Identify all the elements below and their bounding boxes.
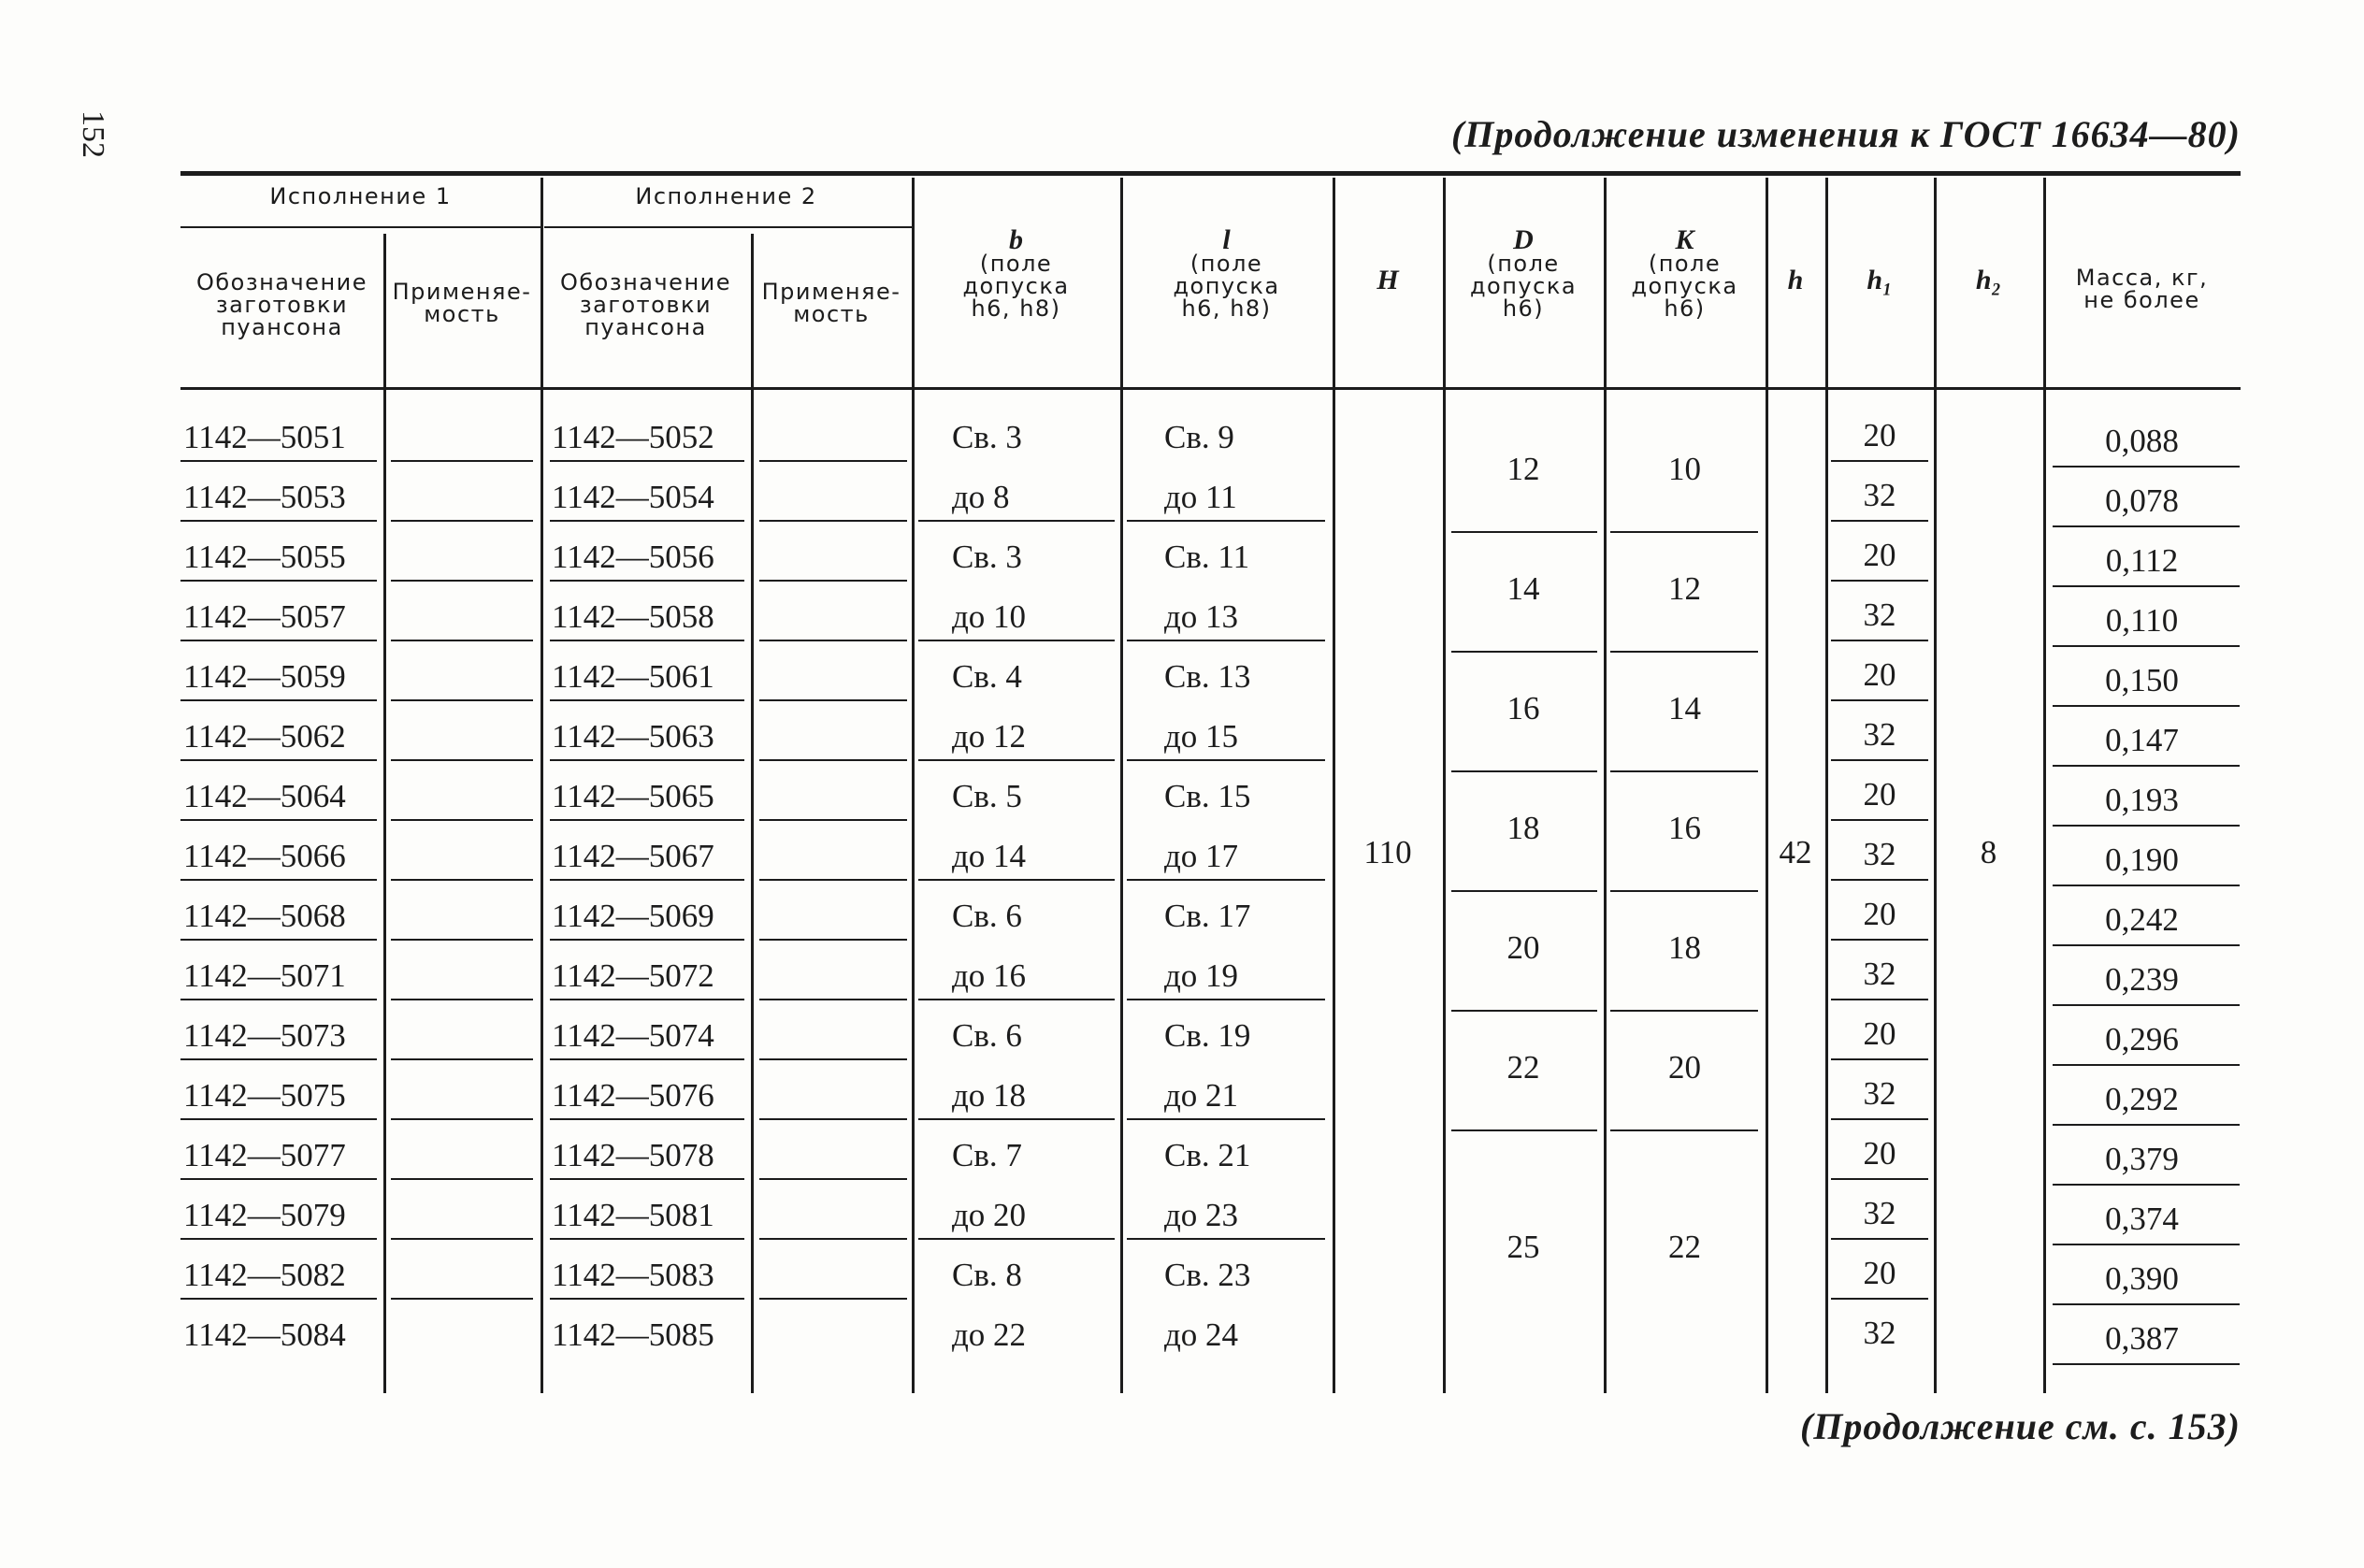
pair-underline — [1127, 1238, 1325, 1240]
col-header-K-line: (поле — [1648, 251, 1722, 277]
row-underline — [180, 640, 377, 641]
group-underline — [1610, 890, 1758, 892]
col-header-applicability1 — [383, 281, 541, 325]
col-header-designation1-line: пуансона — [221, 314, 343, 340]
b-cell: Св. 5 — [952, 778, 1022, 814]
K-cell: 12 — [1668, 570, 1701, 607]
column-divider — [541, 178, 543, 1393]
row-underline — [391, 640, 533, 641]
row-underline — [391, 999, 533, 1000]
row-underline — [759, 1238, 907, 1240]
row-underline — [550, 939, 744, 941]
row-underline — [2053, 585, 2240, 587]
D-cell: 20 — [1506, 929, 1540, 966]
row-underline — [759, 1178, 907, 1180]
designation1-cell: 1142—5062 — [183, 718, 346, 755]
row-underline — [391, 939, 533, 941]
row-underline — [1831, 640, 1928, 641]
h1-cell: 20 — [1863, 1015, 1896, 1052]
b-cell: Св. 6 — [952, 898, 1022, 934]
col-header-K — [1604, 224, 1766, 322]
b-cell: до 12 — [952, 718, 1027, 755]
designation1-cell: 1142—5071 — [183, 957, 346, 994]
b-cell: Св. 7 — [952, 1137, 1022, 1173]
designation1-cell: 1142—5066 — [183, 838, 346, 874]
row-underline — [1831, 1178, 1928, 1180]
designation2-cell: 1142—5052 — [552, 419, 714, 455]
row-underline — [1831, 580, 1928, 582]
row-underline — [180, 460, 377, 462]
column-divider — [1766, 178, 1768, 1393]
col-header-applicability2-line: мость — [793, 301, 870, 327]
b-cell: до 8 — [952, 479, 1010, 515]
l-cell: до 17 — [1164, 838, 1239, 874]
pair-underline — [1127, 1118, 1325, 1120]
mass-cell: 0,112 — [2105, 542, 2179, 579]
h1-cell: 32 — [1863, 1315, 1896, 1351]
row-underline — [1831, 1118, 1928, 1120]
designation2-cell: 1142—5056 — [552, 539, 714, 575]
h1-cell: 20 — [1863, 1255, 1896, 1291]
col-header-designation1-line: заготовки — [215, 292, 349, 318]
mass-cell: 0,292 — [2105, 1081, 2179, 1117]
designation2-cell: 1142—5078 — [552, 1137, 714, 1173]
l-cell: до 21 — [1164, 1077, 1239, 1114]
h1-cell: 32 — [1863, 716, 1896, 753]
row-underline — [550, 640, 744, 641]
row-underline — [2053, 1124, 2240, 1126]
row-underline — [550, 580, 744, 582]
row-underline — [550, 699, 744, 701]
page-number: 152 — [76, 110, 110, 158]
l-cell: Св. 15 — [1164, 778, 1251, 814]
col-header-applicability1-line: Применяе- — [392, 279, 532, 305]
l-cell: Св. 13 — [1164, 658, 1251, 695]
row-underline — [759, 640, 907, 641]
b-cell: Св. 6 — [952, 1017, 1022, 1054]
col-header-mass-line: не более — [2083, 287, 2200, 313]
D-cell: 12 — [1506, 451, 1540, 487]
K-cell: 10 — [1668, 451, 1701, 487]
row-underline — [759, 1058, 907, 1060]
row-underline — [1831, 699, 1928, 701]
row-underline — [759, 460, 907, 462]
row-underline — [550, 1118, 744, 1120]
row-underline — [180, 580, 377, 582]
row-underline — [391, 580, 533, 582]
col-header-D — [1443, 224, 1604, 322]
col-header-applicability1-line: мость — [424, 301, 500, 327]
row-underline — [2053, 525, 2240, 527]
col-header-l-line: (поле — [1189, 251, 1263, 277]
designation1-cell: 1142—5055 — [183, 539, 346, 575]
l-cell: Св. 9 — [1164, 419, 1234, 455]
col-header-designation2-line: заготовки — [579, 292, 713, 318]
designation2-cell: 1142—5083 — [552, 1257, 714, 1293]
column-divider — [1120, 178, 1123, 1393]
row-underline — [391, 1178, 533, 1180]
designation2-cell: 1142—5061 — [552, 658, 714, 695]
row-underline — [550, 1058, 744, 1060]
col-header-H-line: H — [1377, 265, 1399, 295]
h1-cell: 20 — [1863, 417, 1896, 453]
group-underline — [1610, 770, 1758, 772]
group-underline — [1451, 890, 1597, 892]
group-underline — [1610, 531, 1758, 533]
row-underline — [759, 1118, 907, 1120]
row-underline — [391, 879, 533, 881]
pair-underline — [918, 999, 1115, 1000]
designation2-cell: 1142—5063 — [552, 718, 714, 755]
row-underline — [759, 879, 907, 881]
designation2-cell: 1142—5074 — [552, 1017, 714, 1054]
row-underline — [2053, 885, 2240, 886]
designation2-cell: 1142—5065 — [552, 778, 714, 814]
row-underline — [550, 819, 744, 821]
col-header-designation2 — [541, 271, 751, 338]
row-underline — [391, 1118, 533, 1120]
row-underline — [1831, 1298, 1928, 1300]
K-cell: 22 — [1668, 1229, 1701, 1265]
row-underline — [550, 1298, 744, 1300]
designation2-cell: 1142—5067 — [552, 838, 714, 874]
b-cell: Св. 4 — [952, 658, 1022, 695]
row-underline — [391, 1058, 533, 1060]
mass-cell: 0,190 — [2105, 842, 2179, 878]
row-underline — [2053, 825, 2240, 827]
group-underline — [180, 226, 541, 228]
pair-underline — [1127, 879, 1325, 881]
row-underline — [391, 1238, 533, 1240]
designation2-cell: 1142—5076 — [552, 1077, 714, 1114]
column-divider — [751, 234, 754, 1393]
row-underline — [180, 999, 377, 1000]
row-underline — [2053, 1064, 2240, 1066]
row-underline — [1831, 1058, 1928, 1060]
col-header-D-line: D — [1513, 224, 1534, 255]
column-divider — [1604, 178, 1607, 1393]
b-cell: до 20 — [952, 1197, 1027, 1233]
h1-cell: 20 — [1863, 656, 1896, 693]
row-underline — [2053, 1184, 2240, 1186]
row-underline — [180, 520, 377, 522]
row-underline — [2053, 1303, 2240, 1305]
row-underline — [391, 759, 533, 761]
K-cell: 14 — [1668, 690, 1701, 726]
col-header-K-line: допуска — [1631, 273, 1738, 299]
l-cell: до 11 — [1164, 479, 1237, 515]
header-bottom-rule — [180, 387, 2241, 390]
h2-cell: 8 — [1980, 834, 1997, 870]
col-header-l-line: l — [1222, 224, 1231, 255]
designation1-cell: 1142—5082 — [183, 1257, 346, 1293]
designation2-cell: 1142—5085 — [552, 1316, 714, 1353]
b-cell: до 22 — [952, 1316, 1027, 1353]
col-header-h — [1766, 265, 1825, 295]
pair-underline — [1127, 759, 1325, 761]
pair-underline — [1127, 999, 1325, 1000]
column-divider — [1934, 178, 1937, 1393]
row-underline — [2053, 1244, 2240, 1245]
b-cell: до 18 — [952, 1077, 1027, 1114]
col-header-mass — [2043, 266, 2241, 311]
h-cell: 42 — [1779, 834, 1812, 870]
group-header-ispolnenie2: Исполнение 2 — [635, 183, 817, 209]
mass-cell: 0,110 — [2105, 602, 2179, 639]
column-divider — [1443, 178, 1446, 1393]
group-underline — [1451, 770, 1597, 772]
row-underline — [550, 879, 744, 881]
column-divider — [1333, 178, 1335, 1393]
col-header-mass-line: Масса, кг, — [2075, 265, 2209, 291]
group-underline — [1610, 1010, 1758, 1012]
designation1-cell: 1142—5079 — [183, 1197, 346, 1233]
h1-cell: 32 — [1863, 1195, 1896, 1231]
designation1-cell: 1142—5057 — [183, 598, 346, 635]
row-underline — [1831, 939, 1928, 941]
designation1-cell: 1142—5068 — [183, 898, 346, 934]
row-underline — [759, 699, 907, 701]
col-header-h2-line: h₂ — [1975, 265, 2002, 295]
row-underline — [391, 1298, 533, 1300]
column-divider — [383, 234, 386, 1393]
mass-cell: 0,147 — [2105, 722, 2179, 758]
mass-cell: 0,078 — [2105, 482, 2179, 519]
row-underline — [391, 699, 533, 701]
row-underline — [550, 1178, 744, 1180]
row-underline — [550, 759, 744, 761]
b-cell: до 10 — [952, 598, 1027, 635]
row-underline — [759, 580, 907, 582]
col-header-b-line: h6, h8) — [971, 295, 1061, 322]
mass-cell: 0,387 — [2105, 1320, 2179, 1357]
row-underline — [180, 819, 377, 821]
header-title: (Продолжение изменения к ГОСТ 16634—80) — [1450, 113, 2241, 155]
h1-cell: 32 — [1863, 1075, 1896, 1112]
top-rule — [180, 171, 2241, 176]
l-cell: до 23 — [1164, 1197, 1239, 1233]
group-underline — [1610, 1129, 1758, 1131]
h1-cell: 32 — [1863, 836, 1896, 872]
pair-underline — [1127, 640, 1325, 641]
designation2-cell: 1142—5054 — [552, 479, 714, 515]
row-underline — [180, 879, 377, 881]
pair-underline — [918, 1238, 1115, 1240]
row-underline — [180, 1178, 377, 1180]
l-cell: Св. 23 — [1164, 1257, 1251, 1293]
group-underline — [1610, 651, 1758, 653]
col-header-designation2-line: Обозначение — [559, 269, 732, 295]
row-underline — [550, 520, 744, 522]
b-cell: до 14 — [952, 838, 1027, 874]
D-cell: 14 — [1506, 570, 1540, 607]
designation2-cell: 1142—5058 — [552, 598, 714, 635]
col-header-designation1 — [180, 271, 383, 338]
row-underline — [1831, 999, 1928, 1000]
b-cell: Св. 3 — [952, 419, 1022, 455]
D-cell: 25 — [1506, 1229, 1540, 1265]
l-cell: Св. 11 — [1164, 539, 1250, 575]
row-underline — [550, 1238, 744, 1240]
designation1-cell: 1142—5073 — [183, 1017, 346, 1054]
designation1-cell: 1142—5075 — [183, 1077, 346, 1114]
designation2-cell: 1142—5069 — [552, 898, 714, 934]
col-header-h1 — [1825, 265, 1934, 295]
b-cell: до 16 — [952, 957, 1027, 994]
b-cell: Св. 3 — [952, 539, 1022, 575]
row-underline — [2053, 645, 2240, 647]
K-cell: 20 — [1668, 1049, 1701, 1086]
row-underline — [2053, 1363, 2240, 1365]
row-underline — [1831, 1238, 1928, 1240]
h1-cell: 20 — [1863, 776, 1896, 813]
mass-cell: 0,150 — [2105, 662, 2179, 698]
col-header-l — [1120, 224, 1333, 322]
mass-cell: 0,088 — [2105, 423, 2179, 459]
row-underline — [759, 520, 907, 522]
h1-cell: 20 — [1863, 537, 1896, 573]
row-underline — [391, 520, 533, 522]
pair-underline — [1127, 520, 1325, 522]
pair-underline — [918, 640, 1115, 641]
col-header-b-line: b — [1009, 224, 1023, 255]
designation1-cell: 1142—5059 — [183, 658, 346, 695]
h1-cell: 32 — [1863, 597, 1896, 633]
D-cell: 18 — [1506, 810, 1540, 846]
row-underline — [1831, 460, 1928, 462]
column-divider — [912, 178, 915, 1393]
l-cell: до 13 — [1164, 598, 1239, 635]
row-underline — [550, 999, 744, 1000]
row-underline — [180, 759, 377, 761]
group-header-ispolnenie1: Исполнение 1 — [269, 183, 452, 209]
col-header-b-line: (поле — [979, 251, 1053, 277]
row-underline — [2053, 466, 2240, 468]
pair-underline — [918, 759, 1115, 761]
row-underline — [391, 819, 533, 821]
col-header-b — [912, 224, 1120, 322]
row-underline — [1831, 879, 1928, 881]
row-underline — [1831, 759, 1928, 761]
pair-underline — [918, 520, 1115, 522]
h1-cell: 20 — [1863, 896, 1896, 932]
row-underline — [759, 999, 907, 1000]
D-cell: 22 — [1506, 1049, 1540, 1086]
col-header-designation1-line: Обозначение — [195, 269, 368, 295]
b-cell: Св. 8 — [952, 1257, 1022, 1293]
col-header-h-line: h — [1787, 265, 1804, 295]
l-cell: Св. 21 — [1164, 1137, 1251, 1173]
l-cell: до 19 — [1164, 957, 1239, 994]
designation2-cell: 1142—5072 — [552, 957, 714, 994]
group-underline — [1451, 1129, 1597, 1131]
mass-cell: 0,379 — [2105, 1141, 2179, 1177]
row-underline — [180, 1238, 377, 1240]
row-underline — [180, 1298, 377, 1300]
mass-cell: 0,296 — [2105, 1021, 2179, 1057]
mass-cell: 0,242 — [2105, 901, 2179, 938]
pair-underline — [918, 879, 1115, 881]
col-header-H — [1333, 265, 1443, 295]
col-header-b-line: допуска — [962, 273, 1070, 299]
col-header-K-line: h6) — [1664, 295, 1706, 322]
group-underline — [544, 226, 912, 228]
col-header-h1-line: h₁ — [1867, 265, 1893, 295]
K-cell: 16 — [1668, 810, 1701, 846]
group-underline — [1451, 651, 1597, 653]
col-header-designation2-line: пуансона — [584, 314, 707, 340]
H-cell: 110 — [1363, 834, 1412, 870]
h1-cell: 32 — [1863, 956, 1896, 992]
designation1-cell: 1142—5084 — [183, 1316, 346, 1353]
row-underline — [2053, 1004, 2240, 1006]
row-underline — [2053, 765, 2240, 767]
col-header-h2 — [1934, 265, 2043, 295]
mass-cell: 0,390 — [2105, 1260, 2179, 1297]
group-underline — [1451, 531, 1597, 533]
mass-cell: 0,374 — [2105, 1201, 2179, 1237]
designation1-cell: 1142—5051 — [183, 419, 346, 455]
col-header-applicability2-line: Применяе- — [761, 279, 901, 305]
col-header-l-line: допуска — [1173, 273, 1280, 299]
row-underline — [759, 939, 907, 941]
row-underline — [759, 759, 907, 761]
l-cell: Св. 19 — [1164, 1017, 1251, 1054]
col-header-K-line: K — [1675, 224, 1694, 255]
row-underline — [180, 939, 377, 941]
row-underline — [2053, 705, 2240, 707]
designation1-cell: 1142—5077 — [183, 1137, 346, 1173]
col-header-D-line: (поле — [1487, 251, 1560, 277]
row-underline — [180, 1118, 377, 1120]
designation2-cell: 1142—5081 — [552, 1197, 714, 1233]
footer-note: (Продолжение см. с. 153) — [1799, 1405, 2241, 1447]
col-header-l-line: h6, h8) — [1181, 295, 1272, 322]
row-underline — [1831, 520, 1928, 522]
col-header-applicability2 — [751, 281, 912, 325]
row-underline — [180, 699, 377, 701]
h1-cell: 20 — [1863, 1135, 1896, 1172]
row-underline — [1831, 819, 1928, 821]
row-underline — [550, 460, 744, 462]
mass-cell: 0,193 — [2105, 782, 2179, 818]
D-cell: 16 — [1506, 690, 1540, 726]
col-header-D-line: допуска — [1469, 273, 1578, 299]
mass-cell: 0,239 — [2105, 961, 2179, 998]
row-underline — [759, 819, 907, 821]
row-underline — [759, 1298, 907, 1300]
h1-cell: 32 — [1863, 477, 1896, 513]
row-underline — [2053, 944, 2240, 946]
row-underline — [391, 460, 533, 462]
designation1-cell: 1142—5064 — [183, 778, 346, 814]
group-underline — [1451, 1010, 1597, 1012]
K-cell: 18 — [1668, 929, 1701, 966]
col-header-D-line: h6) — [1502, 295, 1545, 322]
designation1-cell: 1142—5053 — [183, 479, 346, 515]
l-cell: до 15 — [1164, 718, 1239, 755]
pair-underline — [918, 1118, 1115, 1120]
l-cell: Св. 17 — [1164, 898, 1251, 934]
row-underline — [180, 1058, 377, 1060]
l-cell: до 24 — [1164, 1316, 1239, 1353]
